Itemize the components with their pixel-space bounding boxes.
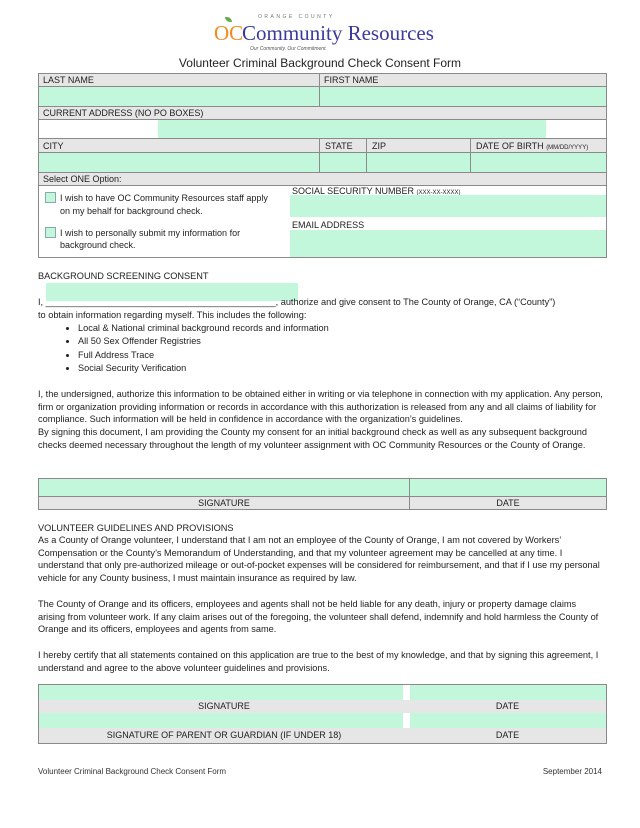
option2-line2: background check. bbox=[60, 240, 136, 250]
guardian-signature-label: SIGNATURE OF PARENT OR GUARDIAN (IF UNDER 18) bbox=[106, 730, 342, 740]
ssn-format: (XXX-XX-XXXX) bbox=[416, 190, 461, 195]
city-label: CITY bbox=[43, 141, 64, 151]
guardian-signature-field[interactable] bbox=[39, 713, 403, 728]
date-field[interactable] bbox=[409, 478, 607, 497]
option2-line1: I wish to personally submit my information for bbox=[60, 228, 241, 238]
guardian-date-label: DATE bbox=[495, 730, 520, 740]
consent-line-end: , authorize and give consent to The County of Orange, CA (“County”) bbox=[275, 297, 556, 307]
guidelines-paragraph-2: The County of Orange and its officers, employees and agents shall not be held liable for any death, injury or property damage claims arising from volunteer work. If any claim arises out of the foregoing, the volunteer shall defend, indemnify and hold harmless the County of Orange and its officers, employees and agents from same. bbox=[38, 599, 599, 634]
select-one-label: Select ONE Option: bbox=[43, 174, 122, 184]
list-item: • Local & National criminal background records and information bbox=[78, 322, 604, 335]
footer-date: September 2014 bbox=[542, 767, 602, 776]
consent-line2: to obtain information regarding myself. This includes the following: bbox=[38, 309, 307, 320]
consent-heading: BACKGROUND SCREENING CONSENT bbox=[38, 271, 209, 281]
list-item: • Full Address Trace bbox=[78, 349, 604, 362]
state-field[interactable] bbox=[319, 152, 367, 173]
dob-text: DATE OF BIRTH bbox=[476, 141, 544, 151]
last-name-label: LAST NAME bbox=[43, 75, 94, 85]
dob-header bbox=[470, 138, 607, 153]
logo-oc: OC bbox=[214, 21, 244, 45]
consent-bullet-list bbox=[38, 322, 604, 375]
signature-field-2[interactable] bbox=[39, 685, 403, 700]
address-header bbox=[38, 106, 607, 120]
zip-field[interactable] bbox=[366, 152, 471, 173]
email-label: EMAIL ADDRESS bbox=[292, 220, 365, 230]
option1-checkbox[interactable] bbox=[45, 192, 56, 203]
consent-name-blank: _____________________________________________ bbox=[45, 297, 276, 307]
first-name-label: FIRST NAME bbox=[324, 75, 379, 85]
consent-line-start: I, bbox=[38, 297, 46, 307]
list-item: • All 50 Sex Offender Registries bbox=[78, 335, 604, 348]
dob-format: (MM/DD/YYYY) bbox=[546, 145, 589, 151]
page-title: Volunteer Criminal Background Check Consent Form bbox=[178, 56, 462, 70]
state-label: STATE bbox=[325, 141, 353, 151]
guardian-date-field[interactable] bbox=[410, 713, 606, 728]
city-field[interactable] bbox=[38, 152, 320, 173]
zip-header bbox=[366, 138, 471, 153]
date-label-2: DATE bbox=[495, 701, 520, 711]
date-label: DATE bbox=[496, 498, 520, 508]
signature-label-2: SIGNATURE bbox=[198, 701, 250, 711]
last-name-field[interactable] bbox=[38, 86, 320, 107]
footer-title: Volunteer Criminal Background Check Consent Form bbox=[38, 767, 227, 776]
logo-tagline: Our Community. Our Commitment. bbox=[250, 46, 327, 52]
state-header bbox=[319, 138, 367, 153]
consent-paragraph-1: I, the undersigned, authorize this information to be obtained either in writing or via telephone in connection with my application. Any person, firm or organization providing information or records in accordance with this authorization is released from any and all claims of liability for compliance. Such information will be held in confidence in accordance with the organization’s guidelines. bbox=[38, 389, 603, 424]
signature-field[interactable] bbox=[38, 478, 410, 497]
logo-name: Community Resources bbox=[242, 21, 434, 45]
logo-county-text: ORANGE COUNTY bbox=[258, 14, 335, 20]
first-name-header bbox=[319, 73, 607, 87]
dob-field[interactable] bbox=[470, 152, 607, 173]
address-field[interactable] bbox=[158, 120, 546, 138]
guidelines-heading: VOLUNTEER GUIDELINES AND PROVISIONS bbox=[38, 523, 234, 533]
last-name-header bbox=[38, 73, 320, 87]
ssn-label bbox=[292, 186, 461, 195]
select-one-header bbox=[38, 172, 607, 186]
date-field-2[interactable] bbox=[410, 685, 606, 700]
guidelines-paragraph-3: I hereby certify that all statements contained on this application are true to the best of my knowledge, and that by signing this agreement, I understand and agree to the above volunteer guidelines and provisions. bbox=[38, 650, 599, 673]
list-item: • Social Security Verification bbox=[78, 362, 604, 375]
city-header bbox=[38, 138, 320, 153]
address-label: CURRENT ADDRESS (NO PO BOXES) bbox=[43, 108, 204, 118]
ssn-field[interactable] bbox=[290, 195, 606, 217]
consent-paragraph-2: By signing this document, I am providing the County my consent for an initial background check as well as any subsequent background checks deemed necessary throughout the length of my volunteer assignment with OC Community Resources or the County of Orange. bbox=[38, 427, 588, 450]
logo bbox=[210, 14, 440, 54]
option1-line2: on my behalf for background check. bbox=[60, 206, 203, 216]
option1-line1: I wish to have OC Community Resources staff apply bbox=[60, 193, 268, 203]
consent-statement bbox=[38, 296, 604, 321]
email-field[interactable] bbox=[290, 230, 606, 257]
signature-caption bbox=[38, 496, 410, 510]
option2-checkbox[interactable] bbox=[45, 227, 56, 238]
guidelines-paragraph-1: As a County of Orange volunteer, I understand that I am not an employee of the County of Orange, I am not covered by Workers’ Compensation or the County’s Memorandum of Understanding, and that my volunteer agreement may be cancelled at any time. I understand that only pre-authorized mileage or out-of-pocket expenses will be considered for reimbursement, and that if I use my personal vehicle for any County business, I must maintain insurance as required by law. bbox=[38, 535, 600, 583]
signature-label: SIGNATURE bbox=[198, 498, 250, 508]
ssn-text: SOCIAL SECURITY NUMBER bbox=[292, 186, 415, 195]
zip-label: ZIP bbox=[372, 141, 387, 151]
date-caption bbox=[409, 496, 607, 510]
first-name-field[interactable] bbox=[319, 86, 607, 107]
